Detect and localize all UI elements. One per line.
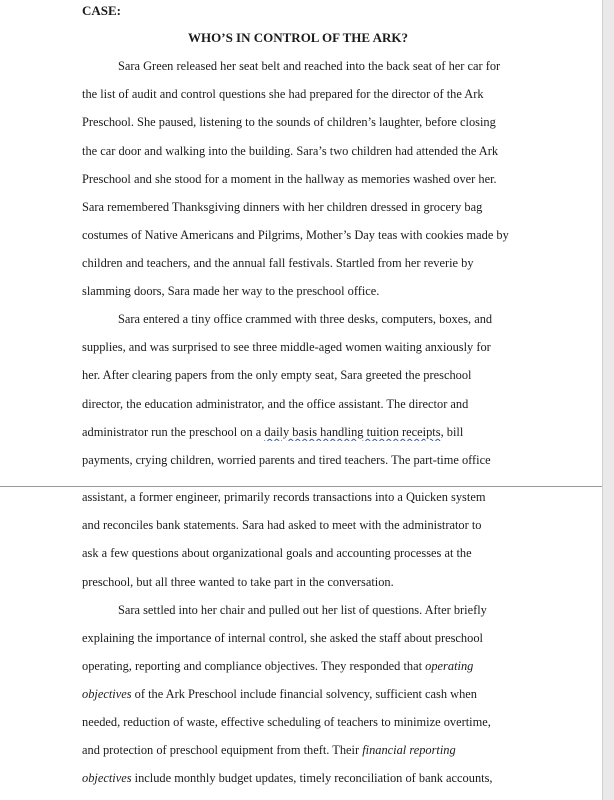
grammar-flagged-text[interactable]: daily basis handling tuition receipts [264,425,441,439]
italic-term: objectives [82,687,132,701]
text-segment: operating, reporting and compliance objectives. They responded that [82,659,426,673]
text-segment: and protection of preschool equipment from theft. Their [82,743,363,757]
text-line [82,685,522,703]
text-line: slamming doors, Sara made her way to the preschool office. [82,284,380,298]
italic-term: objectives [82,771,132,785]
text-line: children and teachers, and the annual fall festivals. Startled from her reverie by [82,256,474,270]
text-line: the car door and walking into the building. Sara’s two children had attended the Ark [82,144,499,158]
page-break-line [0,486,602,487]
text-segment: of the Ark Preschool include financial solvency, sufficient cash when [131,687,478,701]
case-label: CASE: [82,3,122,18]
text-line: her. After clearing papers from the only empty seat, Sara greeted the preschool [82,368,472,382]
italic-term: operating [425,659,474,673]
case-title: WHO’S IN CONTROL OF THE ARK? [188,30,408,45]
text-line [82,769,522,787]
text-line: needed, reduction of waste, effective scheduling of teachers to minimize overtime, [82,715,491,729]
text-line: Sara Green released her seat belt and reached into the back seat of her car for [118,59,501,73]
text-line: and reconciles bank statements. Sara had asked to meet with the administrator to [82,518,482,532]
text-segment: administrator run the preschool on a [82,425,265,439]
text-line: the list of audit and control questions she had prepared for the director of the Ark [82,87,484,101]
text-line: costumes of Native Americans and Pilgrims, Mother’s Day teas with cookies made by [82,228,509,242]
text-line: payments, crying children, worried parents and tired teachers. The part-time office [82,453,491,467]
text-segment: , bill [440,425,464,439]
text-line: Preschool and she stood for a moment in the hallway as memories washed over her. [82,172,497,186]
text-segment: include monthly budget updates, timely reconciliation of bank accounts, [131,771,493,785]
text-line: supplies, and was surprised to see three middle-aged women waiting anxiously for [82,340,491,354]
text-line [82,741,522,759]
text-line: assistant, a former engineer, primarily records transactions into a Quicken system [82,490,486,504]
text-line: preschool, but all three wanted to take part in the conversation. [82,575,394,589]
text-line: Preschool. She paused, listening to the sounds of children’s laughter, before closing [82,115,496,129]
scroll-gutter [603,0,614,800]
text-line: Sara entered a tiny office crammed with three desks, computers, boxes, and [118,312,493,326]
text-line: director, the education administrator, and the office assistant. The director and [82,397,469,411]
text-line: Sara settled into her chair and pulled out her list of questions. After briefly [118,603,487,617]
text-line: explaining the importance of internal control, she asked the staff about preschool [82,631,483,645]
text-line: ask a few questions about organizational goals and accounting processes at the [82,546,472,560]
text-line: Sara remembered Thanksgiving dinners with her children dressed in grocery bag [82,200,483,214]
text-line [82,657,522,675]
italic-term: financial reporting [362,743,456,757]
text-line [82,423,522,441]
